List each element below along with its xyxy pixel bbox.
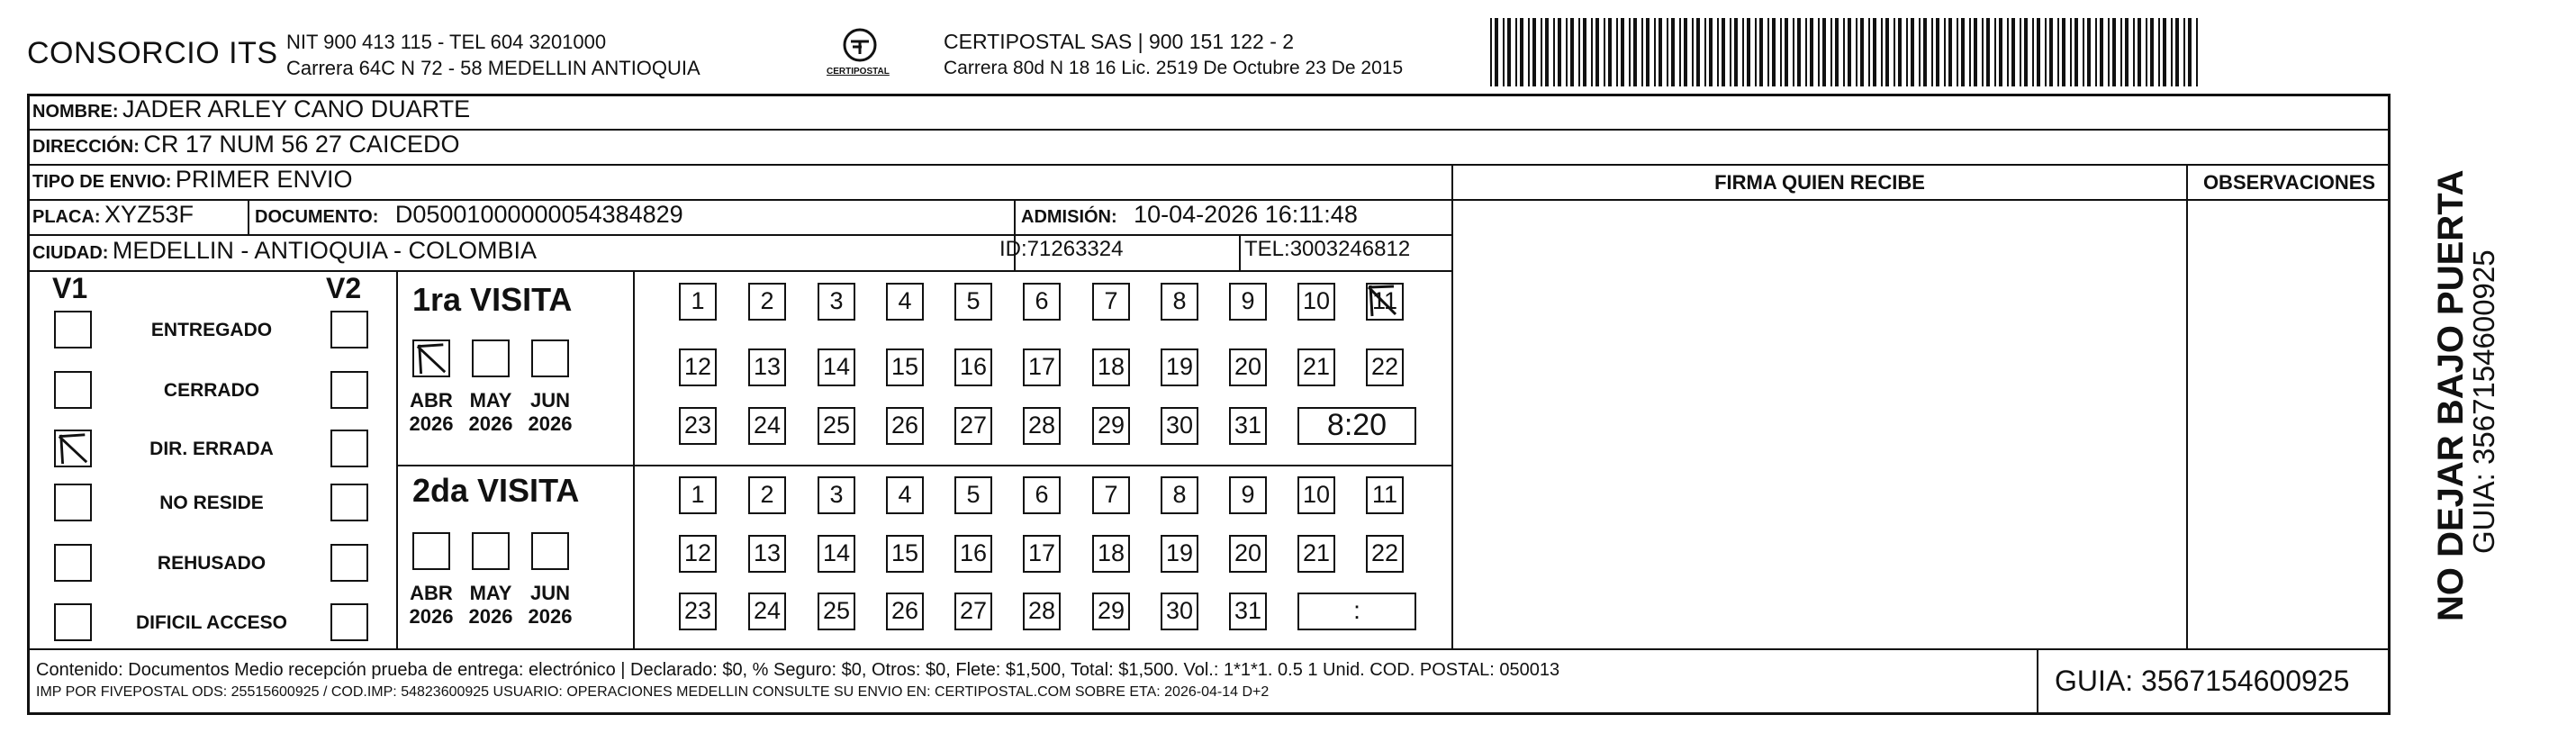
barcode-bar (1558, 18, 1561, 86)
barcode-bar (1848, 18, 1851, 86)
barcode-bar (1734, 18, 1738, 86)
barcode-bar (2112, 18, 2116, 86)
status-v2-checkbox[interactable] (330, 371, 368, 409)
direccion-value: CR 17 NUM 56 27 CAICEDO (143, 131, 460, 158)
month-checkbox[interactable] (531, 339, 569, 377)
time-box[interactable]: 8:20 (1297, 407, 1416, 445)
barcode-bar (1868, 18, 1870, 86)
month-name: ABR (410, 389, 453, 412)
barcode-bar (2074, 18, 2078, 86)
observations-area[interactable] (2188, 201, 2389, 647)
barcode-bar (1616, 18, 1618, 86)
status-v1-checkbox[interactable] (54, 603, 92, 641)
day-box[interactable]: 26 (886, 407, 924, 445)
nombre-label: NOMBRE: (32, 102, 119, 122)
barcode-bar (2188, 18, 2192, 86)
id-label: ID: (999, 237, 1027, 261)
day-box[interactable]: 13 (748, 348, 786, 386)
barcode-bar (2196, 18, 2198, 86)
day-box[interactable]: 24 (748, 407, 786, 445)
barcode-bar (1755, 18, 1757, 86)
status-label: ENTREGADO (150, 320, 273, 340)
barcode-bar (1696, 18, 1700, 86)
barcode-bar (1604, 18, 1605, 86)
barcode-bar (1730, 18, 1731, 86)
tel-row (1244, 237, 1410, 262)
barcode-bar (1679, 18, 1681, 86)
tipo-row (32, 166, 352, 194)
barcode-bar (1654, 18, 1656, 86)
day-box[interactable]: 6 (1023, 283, 1061, 321)
admision-value: 10-04-2026 16:11:48 (1134, 201, 1358, 228)
day-box[interactable]: 20 (1229, 348, 1267, 386)
barcode-bar (1545, 18, 1549, 86)
barcode-bar (1772, 18, 1776, 86)
barcode-bar (2032, 18, 2034, 86)
visit1-title: 1ra VISITA (412, 281, 573, 318)
barcode-bar (1570, 18, 1574, 86)
barcode-bar (1717, 18, 1719, 86)
barcode-bar (1507, 18, 1511, 86)
barcode-bar (2108, 18, 2110, 86)
day-box[interactable]: 3 (818, 283, 855, 321)
company-address: Carrera 64C N 72 - 58 MEDELLIN ANTIOQUIA (286, 57, 700, 79)
barcode-bar (1528, 18, 1530, 86)
barcode-bar (2146, 18, 2147, 86)
v1-header: V1 (52, 272, 88, 304)
barcode-bar (2037, 18, 2040, 86)
barcode-bar (1856, 18, 1857, 86)
signature-area[interactable] (1453, 201, 2184, 647)
v2-header: V2 (326, 272, 362, 304)
no-dejar-warning: NO DEJAR BAJO PUERTA (2431, 169, 2471, 621)
day-box[interactable]: 2 (748, 283, 786, 321)
day-box[interactable]: 12 (679, 535, 717, 573)
day-box[interactable]: 7 (1092, 283, 1130, 321)
status-label: NO RESIDE (159, 493, 264, 513)
month-name: JUN (529, 582, 570, 604)
barcode-bar (1785, 18, 1788, 86)
barcode-bar (2150, 18, 2154, 86)
month-name: MAY (469, 389, 512, 412)
id-row (999, 237, 1123, 262)
barcode-bar (1595, 18, 1599, 86)
barcode-bar (1629, 18, 1631, 86)
barcode-bar (1822, 18, 1826, 86)
day-box[interactable]: 31 (1229, 593, 1267, 630)
day-box[interactable]: 17 (1023, 535, 1061, 573)
barcode-bar (1923, 18, 1927, 86)
day-box[interactable]: 9 (1229, 283, 1267, 321)
day-box[interactable]: 28 (1023, 407, 1061, 445)
month-year: 2026 (468, 605, 513, 628)
day-box[interactable]: 8 (1161, 476, 1198, 514)
barcode-bar (1797, 18, 1801, 86)
documento-row (255, 201, 683, 229)
barcode-bar (2057, 18, 2059, 86)
barcode-bar (1633, 18, 1637, 86)
barcode-bar (1885, 18, 1889, 86)
barcode-bar (1742, 18, 1744, 86)
barcode-bar (2175, 18, 2179, 86)
day-box[interactable]: 22 (1366, 535, 1404, 573)
status-v2-checkbox[interactable] (330, 603, 368, 641)
barcode-bar (1936, 18, 1939, 86)
day-box[interactable]: 23 (679, 593, 717, 630)
day-box[interactable]: 13 (748, 535, 786, 573)
day-box[interactable]: 5 (954, 476, 992, 514)
day-box[interactable]: 4 (886, 283, 924, 321)
barcode-bar (1667, 18, 1668, 86)
barcode-bar (1818, 18, 1820, 86)
tipo-value: PRIMER ENVIO (175, 166, 353, 193)
day-box[interactable]: 6 (1023, 476, 1061, 514)
placa-value: XYZ53F (104, 201, 194, 228)
firma-header: FIRMA QUIEN RECIBE (1714, 171, 1925, 194)
barcode-bar (2083, 18, 2084, 86)
barcode-bar (1641, 18, 1643, 86)
day-box[interactable]: 17 (1023, 348, 1061, 386)
company-name: CONSORCIO ITS (27, 36, 278, 70)
barcode-bar (1515, 18, 1517, 86)
day-box[interactable]: 3 (818, 476, 855, 514)
barcode-bar (1994, 18, 1996, 86)
day-box[interactable]: 16 (954, 348, 992, 386)
month-label (519, 582, 582, 629)
barcode-bar (2045, 18, 2047, 86)
day-box[interactable]: 5 (954, 283, 992, 321)
day-box[interactable]: 10 (1297, 476, 1335, 514)
month-name: ABR (410, 582, 453, 604)
barcode-bar (1553, 18, 1555, 86)
status-v1-checkbox[interactable] (54, 371, 92, 409)
day-box[interactable]: 29 (1092, 407, 1130, 445)
month-label (459, 389, 522, 436)
check-mark-icon (1365, 284, 1399, 318)
visit2-title: 2da VISITA (412, 472, 580, 509)
day-box[interactable]: 29 (1092, 593, 1130, 630)
certipostal-line: CERTIPOSTAL SAS | 900 151 122 - 2 (944, 30, 1295, 53)
barcode-bar (1974, 18, 1977, 86)
barcode-bar (2095, 18, 2097, 86)
status-v2-checkbox[interactable] (330, 430, 368, 467)
barcode-bar (2062, 18, 2065, 86)
barcode-bar (1835, 18, 1839, 86)
logo-text: CERTIPOSTAL (827, 67, 890, 77)
month-checkbox[interactable] (472, 339, 510, 377)
barcode-bar (1873, 18, 1876, 86)
month-name: MAY (469, 582, 512, 604)
day-box[interactable]: 25 (818, 593, 855, 630)
barcode-bar (1583, 18, 1586, 86)
status-v1-checkbox[interactable] (54, 484, 92, 521)
day-box[interactable]: 27 (954, 593, 992, 630)
barcode-bar (2070, 18, 2072, 86)
ciudad-row (32, 237, 537, 265)
barcode-bar (2087, 18, 2091, 86)
status-v2-checkbox[interactable] (330, 484, 368, 521)
barcode-bar (1704, 18, 1706, 86)
barcode-bar (1957, 18, 1958, 86)
barcode-bar (1948, 18, 1952, 86)
barcode-bar (1671, 18, 1675, 86)
month-year: 2026 (528, 605, 573, 628)
barcode-bar (1969, 18, 1971, 86)
day-box[interactable]: 20 (1229, 535, 1267, 573)
day-box[interactable]: 14 (818, 535, 855, 573)
barcode-bar (1982, 18, 1984, 86)
placa-row (32, 201, 194, 229)
month-checkbox[interactable] (412, 532, 450, 570)
day-box[interactable]: 18 (1092, 535, 1130, 573)
time-box[interactable]: : (1297, 593, 1416, 630)
day-box[interactable]: 14 (818, 348, 855, 386)
barcode-bar (1860, 18, 1864, 86)
barcode-bar (1986, 18, 1990, 86)
tel-label: TEL: (1244, 237, 1290, 261)
barcode-bar (2163, 18, 2166, 86)
day-box[interactable]: 10 (1297, 283, 1335, 321)
barcode-bar (1810, 18, 1813, 86)
documento-label: DOCUMENTO: (255, 207, 379, 227)
barcode-bar (1591, 18, 1593, 86)
barcode-bar (1578, 18, 1580, 86)
day-box[interactable]: 21 (1297, 348, 1335, 386)
day-box[interactable]: 28 (1023, 593, 1061, 630)
status-v1-checkbox[interactable] (54, 430, 92, 467)
barcode-bar (2138, 18, 2141, 86)
check-mark-icon (56, 431, 90, 466)
month-label (400, 389, 463, 436)
status-label: CERRADO (163, 380, 260, 401)
barcode-bar (1566, 18, 1568, 86)
barcode-bar (1692, 18, 1694, 86)
day-box[interactable]: 19 (1161, 348, 1198, 386)
admision-label: ADMISIÓN: (1021, 207, 1117, 227)
imp-text: IMP POR FIVEPOSTAL ODS: 25515600925 / COD.IMP: 54823600925 USUARIO: OPERACIONES MEDELLIN CONSULTE SU ENVIO EN: CERTIPOSTAL.COM SOBRE ETA: 2026-04-14 D+2 (36, 684, 1270, 700)
barcode-bar (2120, 18, 2122, 86)
barcode-bar (1747, 18, 1750, 86)
barcode-bar (2049, 18, 2053, 86)
barcode-bar (1961, 18, 1965, 86)
month-label (519, 389, 582, 436)
month-label (459, 582, 522, 629)
tipo-label: TIPO DE ENVIO: (32, 172, 172, 192)
barcode-bar (1881, 18, 1883, 86)
barcode-bar (1709, 18, 1713, 86)
barcode-bar (1830, 18, 1832, 86)
day-box[interactable]: 9 (1229, 476, 1267, 514)
placa-label: PLACA: (32, 207, 101, 227)
barcode-bar (2007, 18, 2009, 86)
barcode-bar (1767, 18, 1769, 86)
barcode-bar (1520, 18, 1523, 86)
day-box[interactable]: 16 (954, 535, 992, 573)
barcode-bar (1805, 18, 1807, 86)
day-box[interactable]: 24 (748, 593, 786, 630)
day-box[interactable]: 31 (1229, 407, 1267, 445)
barcode-bar (1490, 18, 1492, 86)
barcode-bar (1919, 18, 1921, 86)
barcode-bar (2024, 18, 2028, 86)
month-year: 2026 (409, 412, 454, 435)
day-box[interactable]: 8 (1161, 283, 1198, 321)
guia-footer: GUIA: 3567154600925 (2055, 665, 2350, 697)
day-box[interactable]: 15 (886, 348, 924, 386)
status-v1-checkbox[interactable] (54, 544, 92, 582)
barcode-bar (2183, 18, 2185, 86)
day-box[interactable]: 1 (679, 476, 717, 514)
barcode-bar (1931, 18, 1933, 86)
barcode-bar (1759, 18, 1763, 86)
status-label: REHUSADO (157, 553, 267, 574)
day-box[interactable]: 12 (679, 348, 717, 386)
day-box[interactable]: 2 (748, 476, 786, 514)
barcode-bar (2020, 18, 2021, 86)
barcode-bar (1999, 18, 2002, 86)
day-box[interactable]: 27 (954, 407, 992, 445)
barcode-bar (1608, 18, 1612, 86)
month-name: JUN (529, 389, 570, 412)
documento-value: D05001000000054384829 (394, 201, 683, 228)
barcode-bar (1722, 18, 1725, 86)
day-box[interactable]: 21 (1297, 535, 1335, 573)
ciudad-value: MEDELLIN - ANTIOQUIA - COLOMBIA (112, 237, 537, 264)
company-contact (286, 29, 700, 81)
certipostal-info (944, 29, 1403, 81)
barcode-bar (1541, 18, 1542, 86)
day-box[interactable]: 30 (1161, 407, 1198, 445)
ciudad-label: CIUDAD: (32, 243, 109, 263)
month-label (400, 582, 463, 629)
day-box[interactable]: 4 (886, 476, 924, 514)
barcode-bar (1898, 18, 1902, 86)
day-box[interactable]: 25 (818, 407, 855, 445)
barcode-bar (2171, 18, 2173, 86)
guia-side: GUIA: 3567154600925 (2467, 249, 2500, 554)
barcode-bar (1944, 18, 1946, 86)
id-value: 71263324 (1026, 237, 1124, 261)
day-box[interactable]: 30 (1161, 593, 1198, 630)
barcode-bar (1684, 18, 1687, 86)
barcode-bar (2100, 18, 2103, 86)
day-box[interactable]: 7 (1092, 476, 1130, 514)
barcode-bar (1503, 18, 1505, 86)
barcode-bar (2125, 18, 2129, 86)
barcode-bar (1793, 18, 1794, 86)
barcode-bar (1532, 18, 1536, 86)
status-label: DIR. ERRADA (149, 439, 274, 459)
day-box[interactable]: 23 (679, 407, 717, 445)
barcode-bar (1659, 18, 1662, 86)
direccion-row (32, 131, 459, 158)
day-box[interactable]: 11 (1366, 476, 1404, 514)
month-year: 2026 (468, 412, 513, 435)
direccion-label: DIRECCIÓN: (32, 137, 140, 157)
barcode (1490, 18, 2201, 86)
day-box[interactable]: 26 (886, 593, 924, 630)
barcode-bar (1780, 18, 1782, 86)
status-label: DIFICIL ACCESO (135, 612, 287, 633)
barcode-bar (1906, 18, 1908, 86)
admision-row (1021, 201, 1358, 229)
day-box[interactable]: 1 (679, 283, 717, 321)
month-year: 2026 (528, 412, 573, 435)
barcode-bar (2133, 18, 2135, 86)
barcode-bar (1894, 18, 1895, 86)
observaciones-header: OBSERVACIONES (2202, 171, 2376, 194)
day-box[interactable]: 11 (1366, 283, 1404, 321)
barcode-bar (2158, 18, 2160, 86)
barcode-bar (1646, 18, 1650, 86)
day-box[interactable]: 19 (1161, 535, 1198, 573)
nombre-value: JADER ARLEY CANO DUARTE (122, 95, 471, 122)
month-checkbox[interactable] (531, 532, 569, 570)
tel-value: 3003246812 (1289, 237, 1411, 261)
nombre-row (32, 95, 470, 123)
day-box[interactable]: 15 (886, 535, 924, 573)
nit-line: NIT 900 413 115 - TEL 604 3201000 (286, 31, 607, 53)
day-box[interactable]: 18 (1092, 348, 1130, 386)
status-v2-checkbox[interactable] (330, 311, 368, 348)
contenido-text: Contenido: Documentos Medio recepción prueba de entrega: electrónico | Declarado: $0, % Seguro: $0, Otros: $0, Flete: $1,500, Total: $1,500. Vol.: 1*1*1. 0.5 1 Unid. COD. POSTAL: 050013 (36, 660, 1560, 680)
day-box[interactable]: 22 (1366, 348, 1404, 386)
status-v1-checkbox[interactable] (54, 311, 92, 348)
month-year: 2026 (409, 605, 454, 628)
month-checkbox[interactable] (472, 532, 510, 570)
barcode-bar (1843, 18, 1845, 86)
status-v2-checkbox[interactable] (330, 544, 368, 582)
barcode-bar (1495, 18, 1498, 86)
barcode-bar (1911, 18, 1914, 86)
barcode-bar (2011, 18, 2015, 86)
certipostal-address: Carrera 80d N 18 16 Lic. 2519 De Octubre 23 De 2015 (944, 58, 1404, 78)
check-mark-icon (414, 341, 448, 376)
barcode-bar (1621, 18, 1624, 86)
month-checkbox[interactable] (412, 339, 450, 377)
